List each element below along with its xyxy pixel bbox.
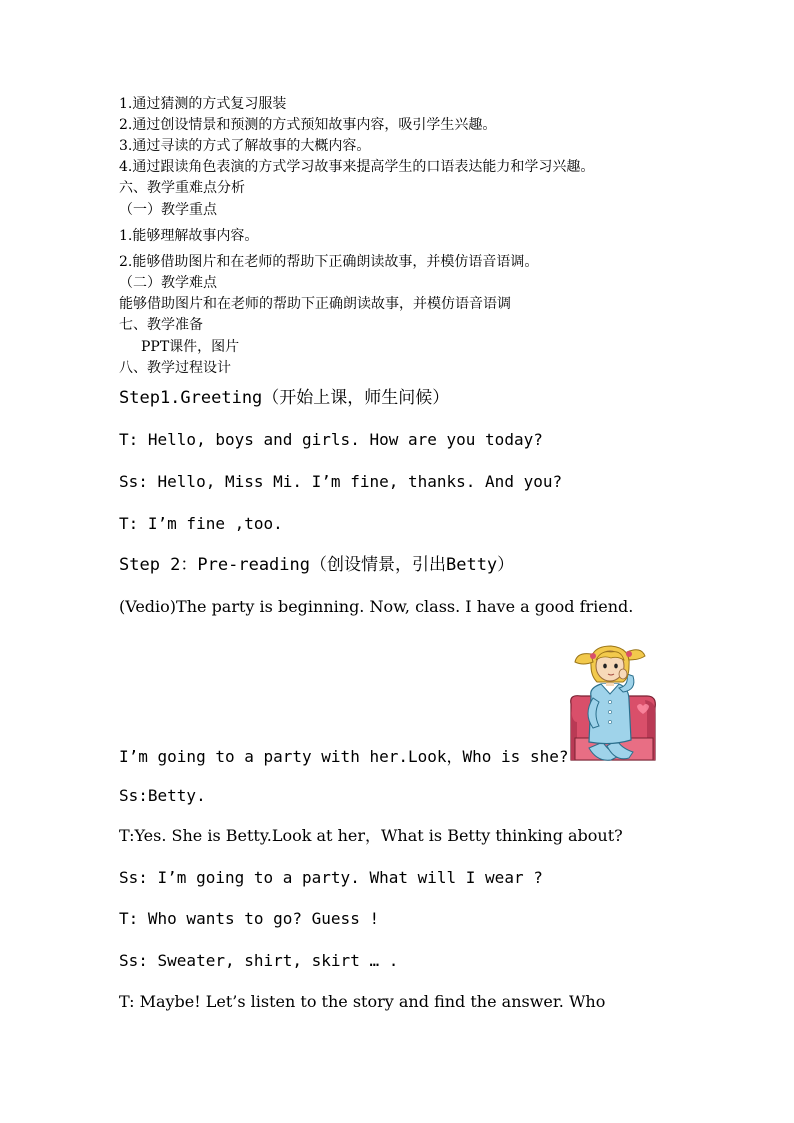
objective-3: 3.通过寻读的方式了解故事的大概内容。 bbox=[119, 138, 371, 154]
preparation-text: PPT课件，图片 bbox=[141, 339, 240, 355]
key-points-title: （一）教学重点 bbox=[119, 202, 217, 218]
dialogue-line: Ss: Hello, Miss Mi. I’m fine, thanks. And you? bbox=[119, 472, 563, 491]
dialogue-line: T: I’m fine ,too. bbox=[119, 514, 283, 533]
objective-2: 2.通过创设情景和预测的方式预知故事内容，吸引学生兴趣。 bbox=[119, 117, 497, 133]
dialogue-line: T:Yes. She is Betty.Look at her，What is Betty thinking about? bbox=[119, 826, 623, 845]
difficult-point-text: 能够借助图片和在老师的帮助下正确朗读故事，并模仿语音语调 bbox=[119, 296, 511, 312]
difficult-points-title: （二）教学难点 bbox=[119, 275, 217, 291]
dialogue-line: T: Maybe! Let’s listen to the story and find the answer. Who bbox=[119, 992, 606, 1011]
objective-4: 4.通过跟读角色表演的方式学习故事来提高学生的口语表达能力和学习兴趣。 bbox=[119, 159, 595, 175]
girl-thinking-icon bbox=[567, 642, 657, 764]
dialogue-line: T: Who wants to go? Guess ! bbox=[119, 909, 380, 928]
section8-title: 八、教学过程设计 bbox=[119, 360, 231, 376]
dialogue-line: I’m going to a party with her.Look，Who is she? bbox=[119, 747, 569, 766]
section6-title: 六、教学重难点分析 bbox=[119, 180, 245, 196]
key-point-1: 1.能够理解故事内容。 bbox=[119, 228, 259, 244]
section7-title: 七、教学准备 bbox=[119, 317, 203, 333]
dialogue-line: Ss:Betty. bbox=[119, 786, 206, 805]
vedio-line: (Vedio)The party is beginning. Now, class. I have a good friend. bbox=[119, 597, 634, 616]
dialogue-line: Ss: Sweater, shirt, skirt … . bbox=[119, 951, 399, 970]
dialogue-line: Ss: I’m going to a party. What will I wear ? bbox=[119, 868, 543, 887]
step2-heading: Step 2：Pre-reading（创设情景，引出Betty） bbox=[119, 555, 515, 575]
key-point-2: 2.能够借助图片和在老师的帮助下正确朗读故事，并模仿语音语调。 bbox=[119, 254, 539, 270]
dialogue-line: T: Hello, boys and girls. How are you today? bbox=[119, 430, 543, 449]
objective-1: 1.通过猜测的方式复习服装 bbox=[119, 96, 287, 112]
step1-heading: Step1.Greeting（开始上课，师生问候） bbox=[119, 388, 450, 408]
